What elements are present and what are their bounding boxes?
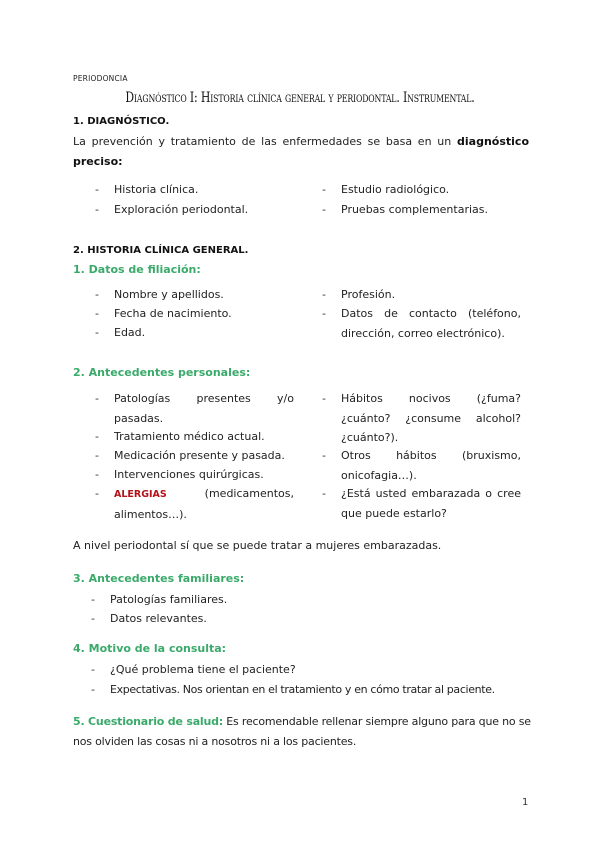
list-item: ¿Qué problema tiene el paciente? [110,663,296,676]
bullet: - [322,487,326,500]
list-item: Fecha de nacimiento. [114,307,232,320]
bullet: - [95,288,99,301]
bullet: - [95,307,99,320]
subheading-filiacion: 1. Datos de filiación: [73,263,201,276]
list-item: Hábitos nocivos (¿fuma? ¿cuánto? ¿consume alcohol? ¿cuánto?). [341,392,521,444]
cuestionario-paragraph [73,712,531,752]
list-item: Otros hábitos (bruxismo, onicofagia…). [341,449,521,482]
bullet: - [95,487,99,500]
list-item: Historia clínica. [114,183,199,196]
bullet: - [322,307,326,320]
list-item: Datos relevantes. [110,612,207,625]
bullet: - [95,326,99,339]
bullet: - [322,288,326,301]
list-item: Patologías familiares. [110,593,228,606]
bullet: - [322,449,326,462]
bullet: - [91,683,95,696]
intro-paragraph [73,132,529,172]
list-item: Edad. [114,326,146,339]
bullet: - [91,663,95,676]
page-number: 1 [522,797,529,808]
list-item: Pruebas complementarias. [341,203,489,216]
list-item: Estudio radiológico. [341,183,450,196]
page-title: Diagnóstico I: Historia clínica general y periodontal. Instrumental. [125,90,475,106]
bullet: - [95,392,99,405]
list-item: Patologías presentes y/o pasadas. [114,392,294,425]
bullet: - [322,203,326,216]
subheading-cuestionario: 5. Cuestionario de salud: [73,715,224,728]
subheading-motivo: 4. Motivo de la consulta: [73,642,227,655]
list-item: Datos de contacto (teléfono, dirección, correo electrónico). [341,307,521,340]
section-heading-historia: 2. HISTORIA CLÍNICA GENERAL. [73,245,249,256]
list-item: Medicación presente y pasada. [114,449,285,462]
alergias-label: ALERGIAS [114,489,167,500]
bullet: - [322,183,326,196]
cuestionario-text: Es recomendable rellenar siempre alguno para que no se nos olviden las cosas ni a nosotros ni a los pacientes. [73,715,531,748]
bullet: - [95,203,99,216]
list-item: Intervenciones quirúrgicas. [114,468,264,481]
bullet: - [95,449,99,462]
alergias-text: (medicamentos, alimentos…). [114,487,294,521]
subject-label: PERIODONCIA [73,74,128,83]
list-item: Profesión. [341,288,396,301]
list-item: ¿Está usted embarazada o cree que puede estarlo? [341,487,521,520]
pregnancy-note: A nivel periodontal sí que se puede tratar a mujeres embarazadas. [73,539,442,552]
list-item: Nombre y apellidos. [114,288,224,301]
bullet: - [95,430,99,443]
bullet: - [91,612,95,625]
list-item-alergias [114,484,294,524]
bullet: - [95,468,99,481]
bullet: - [95,183,99,196]
subheading-familiares: 3. Antecedentes familiares: [73,572,245,585]
list-item: Expectativas. Nos orientan en el tratamiento y en cómo tratar al paciente. [110,683,495,696]
intro-text: La prevención y tratamiento de las enfermedades se basa en un [73,135,458,148]
section-heading-diagnostico: 1. DIAGNÓSTICO. [73,116,170,127]
list-item: Tratamiento médico actual. [114,430,265,443]
intro-bold: diagnóstico preciso: [73,135,529,168]
subheading-personales: 2. Antecedentes personales: [73,366,251,379]
list-item: Exploración periodontal. [114,203,249,216]
bullet: - [322,392,326,405]
bullet: - [91,593,95,606]
